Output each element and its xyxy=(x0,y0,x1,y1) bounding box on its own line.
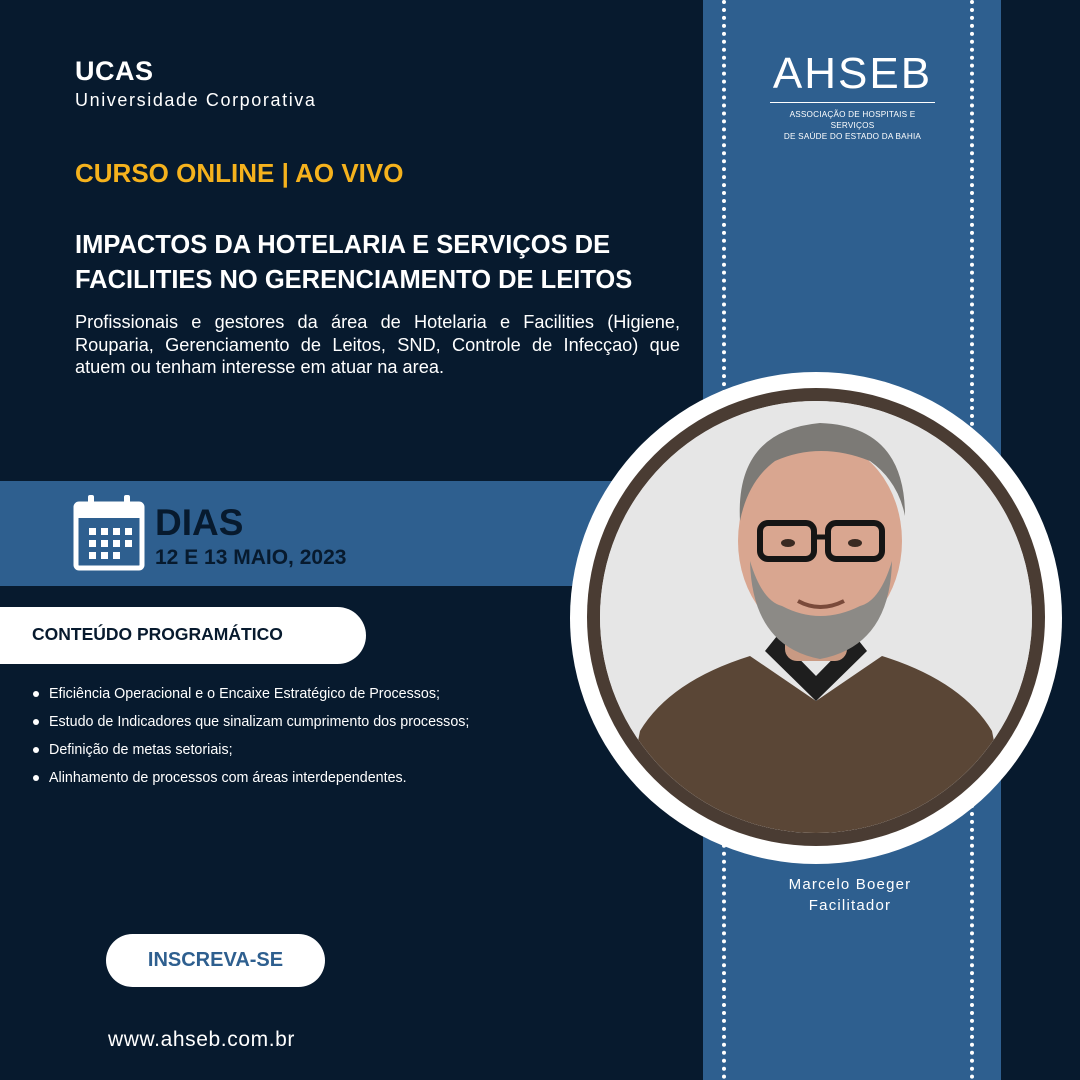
list-item-text: Estudo de Indicadores que sinalizam cumprimento dos processos; xyxy=(49,714,470,730)
date-label: DIAS xyxy=(155,502,244,543)
person-illustration xyxy=(600,401,1032,833)
logo-mark: AHSEB xyxy=(772,49,933,98)
list-item-text: Alinhamento de processos com áreas interdependentes. xyxy=(49,770,407,786)
course-description: Profissionais e gestores da área de Hotelaria e Facilities (Higiene, Rouparia, Gerenciamento de Leitos, SND, Controle de Infecçao) que atuem ou tenham interesse em atuar na area. xyxy=(75,312,680,377)
bullet-icon xyxy=(33,719,39,725)
bullet-icon xyxy=(33,775,39,781)
logo-underline xyxy=(770,102,935,103)
list-item xyxy=(33,736,469,764)
course-title: IMPACTOS DA HOTELARIA E SERVIÇOS DE FACILITIES NO GERENCIAMENTO DE LEITOS xyxy=(75,231,633,294)
logo-line-1: ASSOCIAÇÃO DE HOSPITAIS E SERVIÇOS xyxy=(789,110,916,130)
facilitator-role: Facilitador xyxy=(808,896,892,914)
course-type: CURSO ONLINE | AO VIVO xyxy=(75,158,404,188)
subscribe-button[interactable]: INSCREVA-SE xyxy=(106,934,325,987)
list-item xyxy=(33,708,469,736)
date-value: 12 E 13 MAIO, 2023 xyxy=(155,546,347,569)
bullet-icon xyxy=(33,747,39,753)
facilitator-caption xyxy=(760,875,940,916)
list-item-text: Definição de metas setoriais; xyxy=(49,742,233,758)
list-item-text: Eficiência Operacional e o Encaixe Estratégico de Processos; xyxy=(49,686,440,702)
calendar-icon xyxy=(73,494,145,572)
website-link[interactable]: www.ahseb.com.br xyxy=(108,1028,296,1051)
program-heading: CONTEÚDO PROGRAMÁTICO xyxy=(32,624,283,644)
list-item xyxy=(33,680,469,708)
logo-line-2: DE SAÚDE DO ESTADO DA BAHIA xyxy=(783,132,922,141)
brand-subtitle: Universidade Corporativa xyxy=(75,90,317,110)
brand-name: UCAS xyxy=(75,56,154,86)
bullet-icon xyxy=(33,691,39,697)
facilitator-photo xyxy=(600,401,1032,833)
list-item xyxy=(33,764,469,792)
facilitator-name: Marcelo Boeger xyxy=(788,876,912,893)
program-list xyxy=(33,680,469,792)
ahseb-logo xyxy=(770,48,935,142)
